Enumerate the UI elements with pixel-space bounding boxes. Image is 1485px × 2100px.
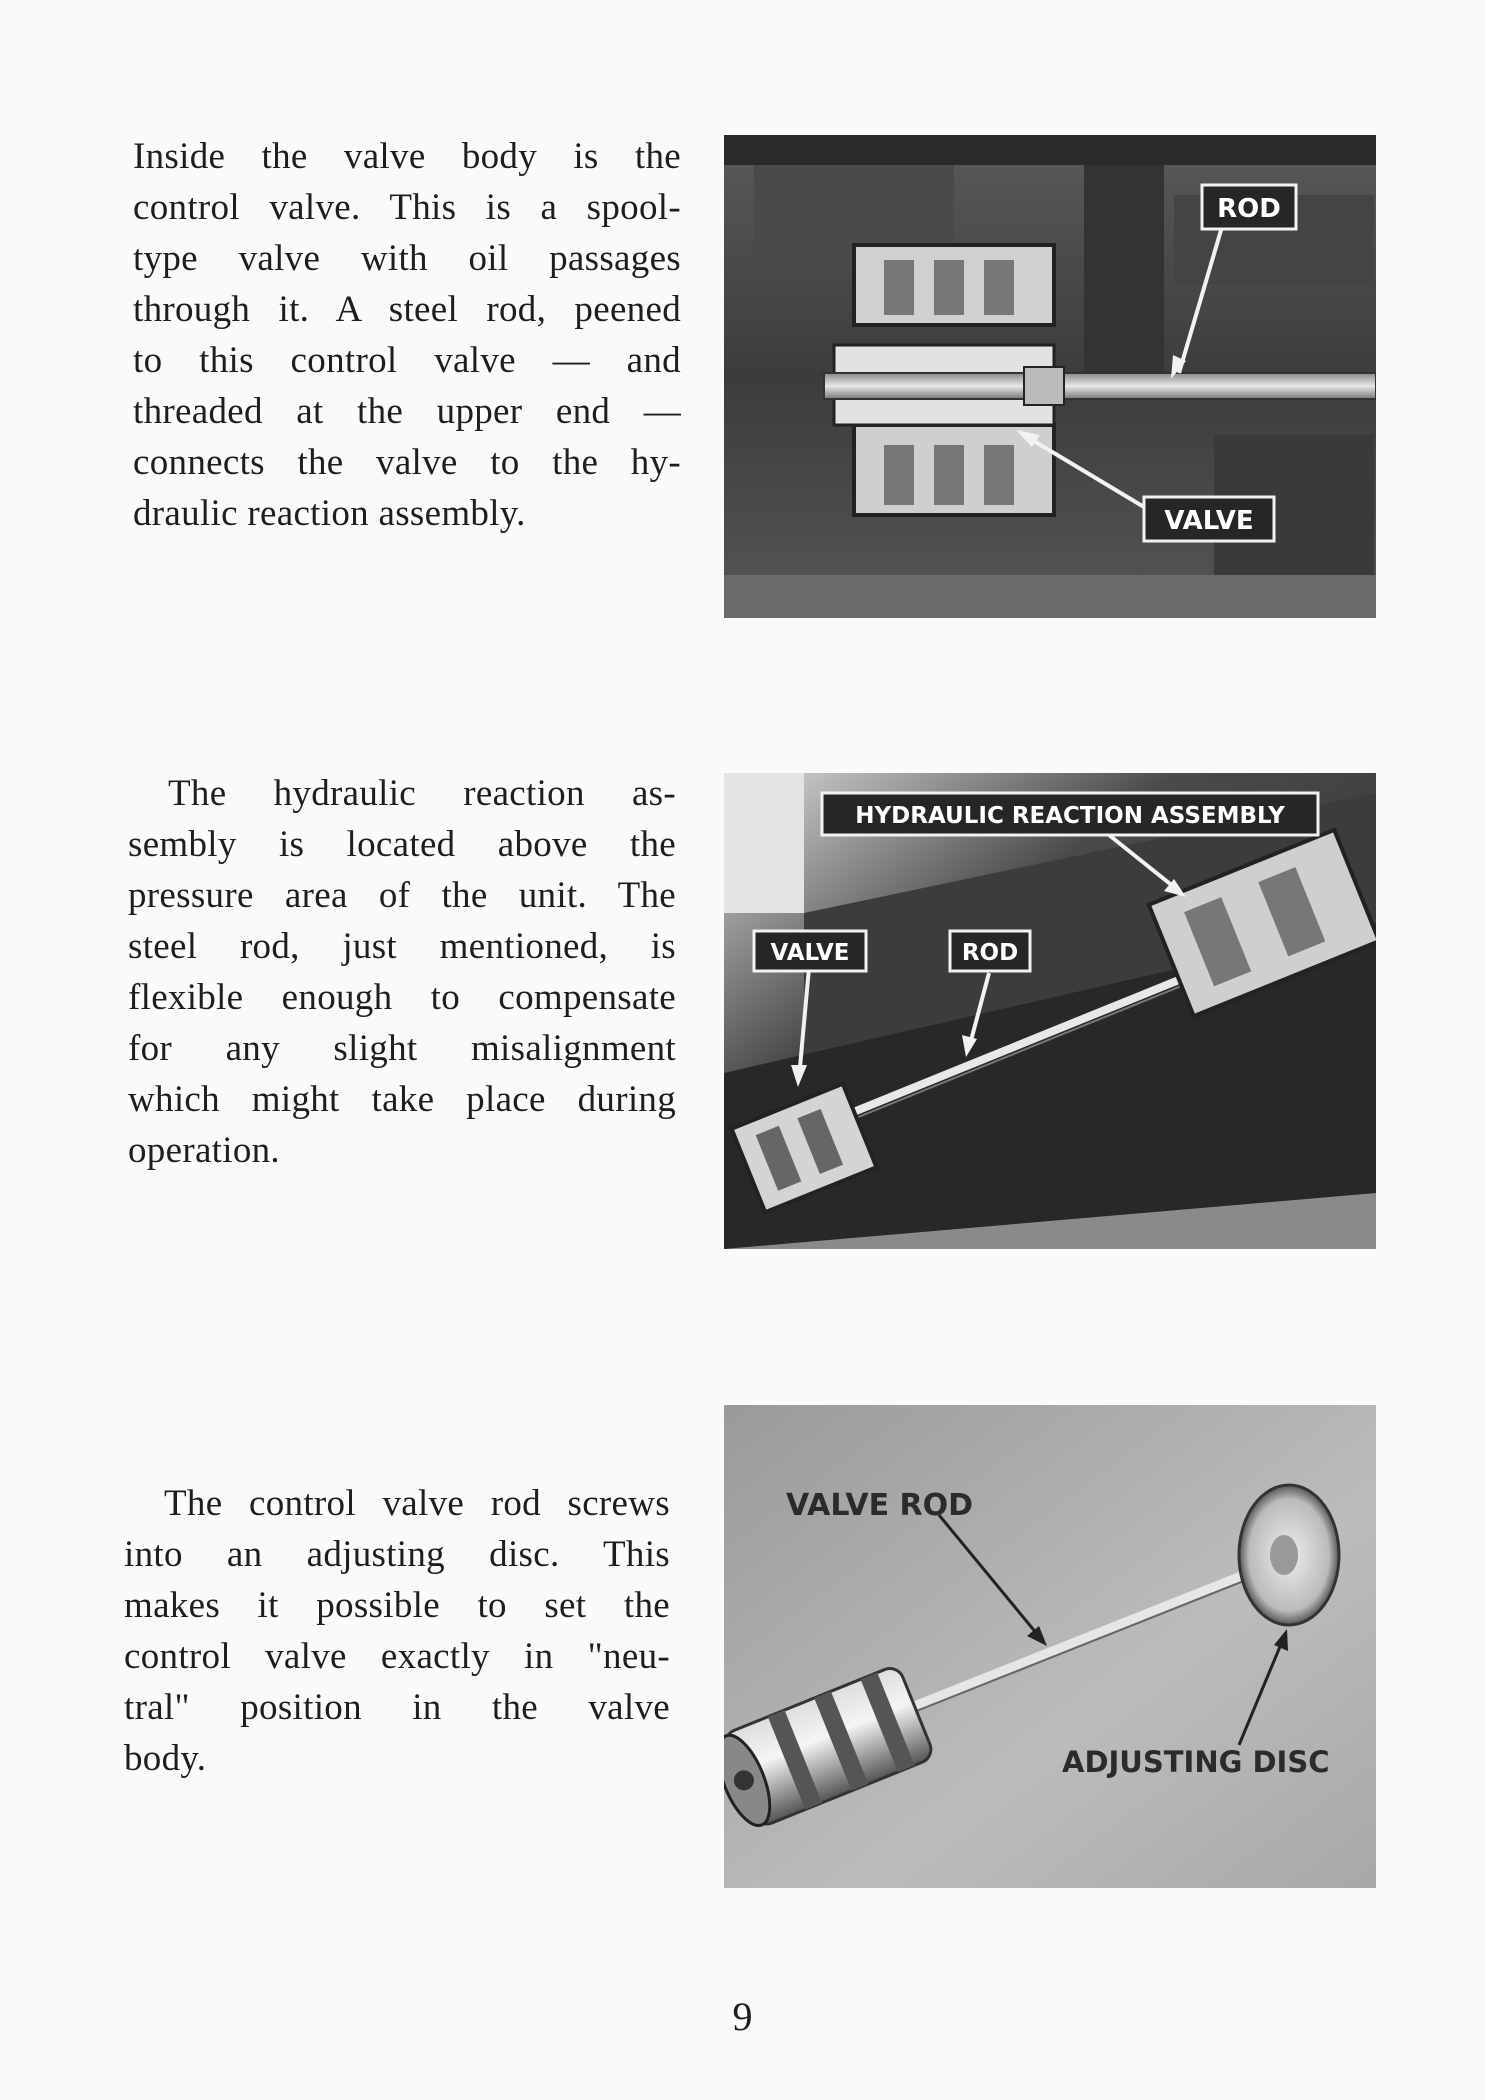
- text-line: Inside the valve body is the: [133, 136, 681, 177]
- label-adjusting-disc: ADJUSTING DISC: [1062, 1745, 1330, 1779]
- text-line: to this control valve — and: [133, 340, 681, 381]
- text-line: body.: [124, 1738, 207, 1779]
- label-rod: [950, 931, 1030, 971]
- text-line: tral" position in the valve: [124, 1687, 670, 1728]
- text-line: for any slight misalignment: [128, 1028, 676, 1069]
- photo-valve-rod-disc: [724, 1405, 1376, 1888]
- label-valve-rod: VALVE ROD: [786, 1488, 974, 1523]
- paragraph-hydraulic-reaction: [128, 768, 676, 1176]
- label-valve: [1144, 497, 1274, 541]
- photo-hydraulic-assembly: [724, 773, 1376, 1249]
- svg-text:ROD: ROD: [961, 940, 1019, 966]
- text-line: The hydraulic reaction as-: [168, 773, 676, 814]
- label-hydraulic-reaction-assembly: [822, 793, 1318, 835]
- text-line: makes it possible to set the: [124, 1585, 670, 1626]
- text-line: sembly is located above the: [128, 824, 676, 865]
- text-line: pressure area of the unit. The: [128, 875, 676, 916]
- paragraph-adjusting-disc: [124, 1478, 670, 1784]
- page-number: 9: [732, 1994, 753, 2039]
- svg-text:VALVE: VALVE: [770, 940, 850, 966]
- svg-text:VALVE: VALVE: [1164, 506, 1254, 536]
- text-line: into an adjusting disc. This: [124, 1534, 670, 1575]
- text-line: threaded at the upper end —: [133, 391, 681, 432]
- text-line: operation.: [128, 1130, 280, 1171]
- text-line: The control valve rod screws: [164, 1483, 670, 1524]
- label-rod: [1202, 185, 1296, 229]
- text-line: connects the valve to the hy-: [133, 442, 681, 483]
- photo-valve-cutaway: [724, 135, 1376, 618]
- text-line: control valve exactly in "neu-: [124, 1636, 670, 1677]
- svg-text:ROD: ROD: [1217, 194, 1281, 224]
- text-line: through it. A steel rod, peened: [133, 289, 681, 330]
- svg-text:HYDRAULIC REACTION ASSEMBLY: HYDRAULIC REACTION ASSEMBLY: [855, 803, 1285, 829]
- text-line: steel rod, just mentioned, is: [128, 926, 676, 967]
- label-valve: [754, 931, 866, 971]
- text-line: control valve. This is a spool-: [133, 187, 681, 228]
- text-line: which might take place during: [128, 1079, 676, 1120]
- text-line: flexible enough to compensate: [128, 977, 676, 1018]
- text-line: draulic reaction assembly.: [133, 493, 526, 534]
- text-line: type valve with oil passages: [133, 238, 681, 279]
- paragraph-control-valve: [133, 131, 681, 539]
